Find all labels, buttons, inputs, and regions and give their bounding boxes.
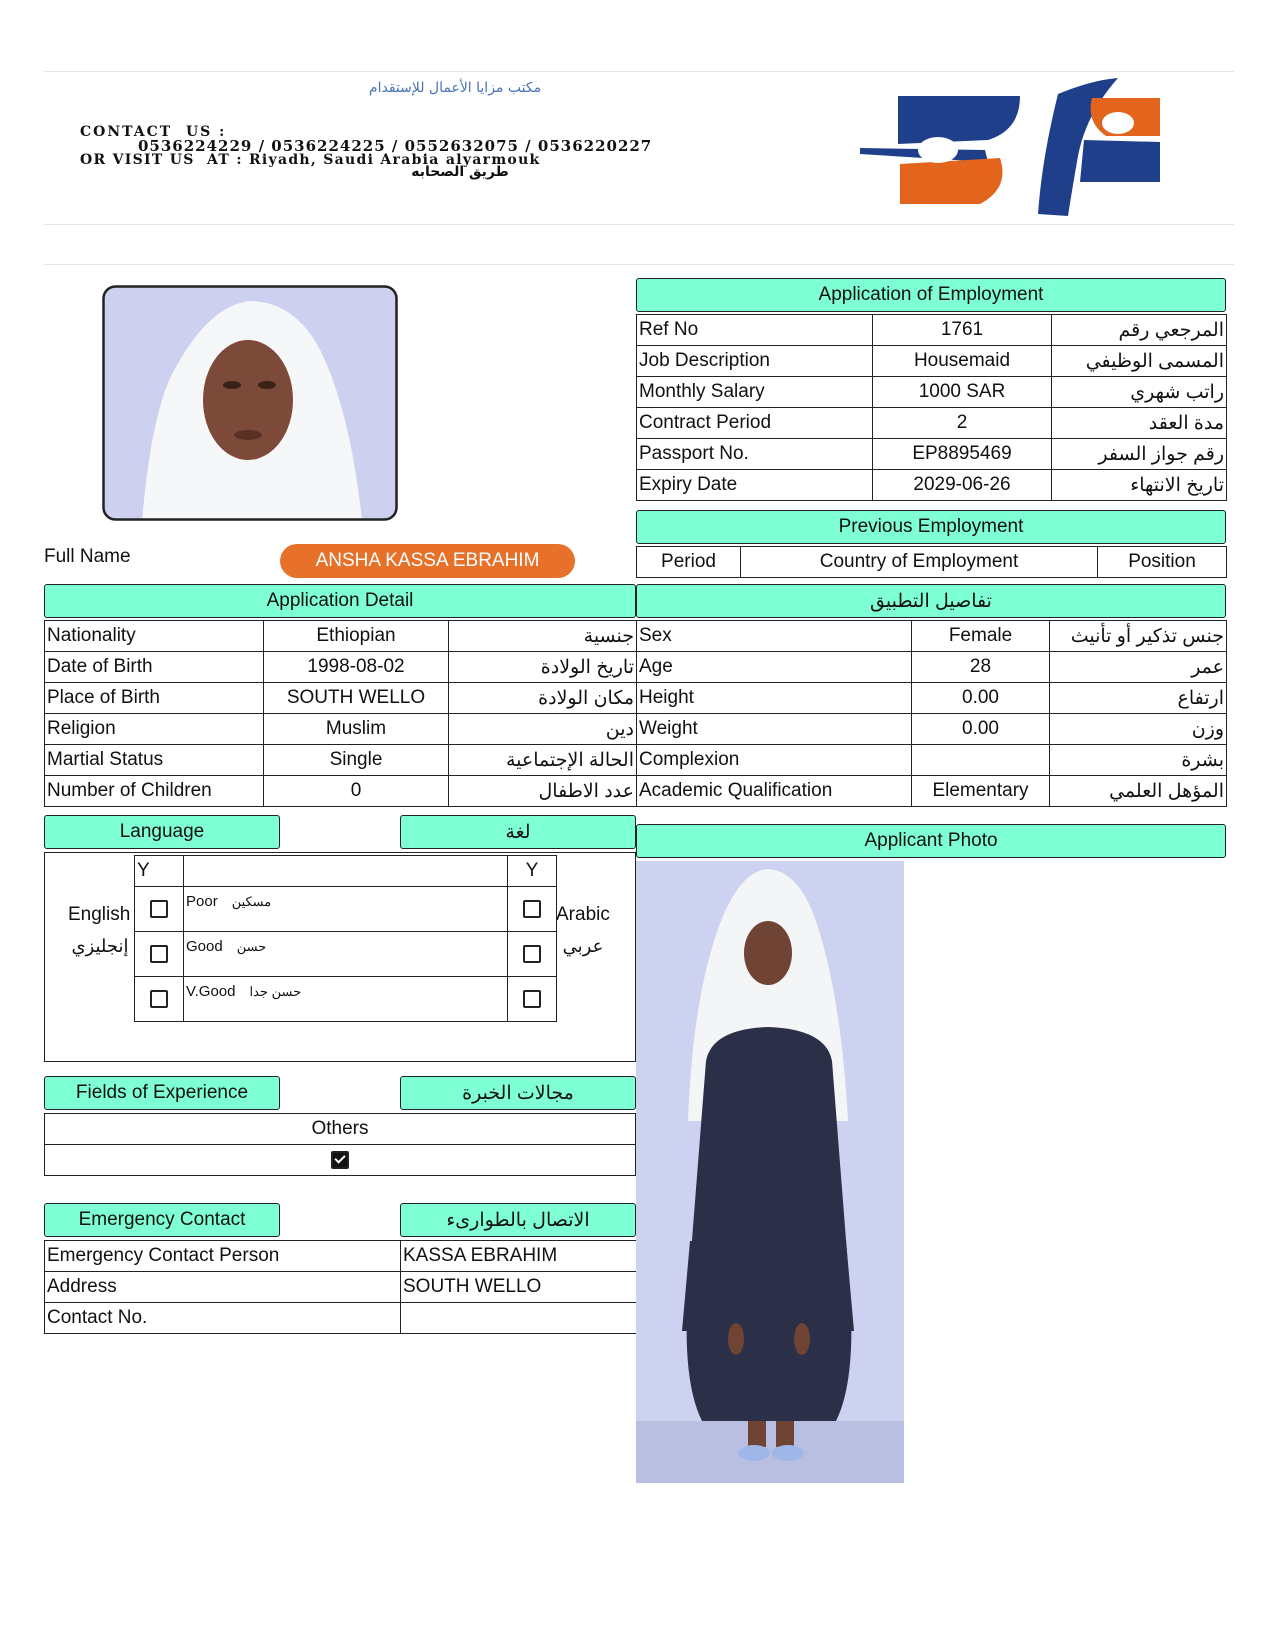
table-row bbox=[135, 977, 557, 1022]
detail-label: Martial Status bbox=[45, 745, 264, 776]
detail-label-ar: مكان الولادة bbox=[449, 683, 637, 714]
detail-label: Weight bbox=[637, 714, 912, 745]
arabic-vgood-cell bbox=[508, 977, 557, 1022]
previous-employment-table bbox=[636, 546, 1227, 578]
employment-title: Application of Employment bbox=[636, 278, 1226, 312]
detail-label-ar: عدد الاطفال bbox=[449, 776, 637, 807]
detail-label-ar: تاريخ الولادة bbox=[449, 652, 637, 683]
emergency-label: Contact No. bbox=[45, 1303, 401, 1334]
english-vgood-cell bbox=[135, 977, 184, 1022]
detail-label-ar: دين bbox=[449, 714, 637, 745]
employment-label: Ref No bbox=[637, 315, 873, 346]
column-header-position: Position bbox=[1098, 547, 1227, 578]
previous-employment-title: Previous Employment bbox=[636, 510, 1226, 544]
application-detail-ar-table bbox=[636, 620, 1227, 807]
employment-value: 1761 bbox=[873, 315, 1052, 346]
detail-label: Religion bbox=[45, 714, 264, 745]
english-label: English bbox=[68, 904, 131, 925]
emergency-value: KASSA EBRAHIM bbox=[401, 1241, 637, 1272]
detail-value: Ethiopian bbox=[264, 621, 449, 652]
employment-label: Contract Period bbox=[637, 408, 873, 439]
detail-value: 28 bbox=[912, 652, 1050, 683]
street-ar: طريق الصحابه bbox=[411, 164, 509, 180]
detail-label: Date of Birth bbox=[45, 652, 264, 683]
detail-label: Number of Children bbox=[45, 776, 264, 807]
table-row bbox=[637, 346, 1227, 377]
table-row bbox=[637, 776, 1227, 807]
employment-label: Job Description bbox=[637, 346, 873, 377]
office-name-ar: مكتب مزايا الأعمال للإستقدام bbox=[368, 80, 542, 96]
table-row bbox=[637, 683, 1227, 714]
employment-value: EP8895469 bbox=[873, 439, 1052, 470]
level-label: Good bbox=[186, 938, 223, 955]
english-good-checkbox[interactable] bbox=[150, 945, 168, 963]
table-row bbox=[637, 377, 1227, 408]
detail-value bbox=[912, 745, 1050, 776]
detail-value: Elementary bbox=[912, 776, 1050, 807]
emergency-title: Emergency Contact bbox=[44, 1203, 280, 1237]
experience-title-ar: مجالات الخبرة bbox=[400, 1076, 636, 1110]
employment-value: 2029-06-26 bbox=[873, 470, 1052, 501]
detail-value: 0.00 bbox=[912, 714, 1050, 745]
application-detail-title: Application Detail bbox=[44, 584, 636, 618]
language-title: Language bbox=[44, 815, 280, 849]
experience-table bbox=[44, 1113, 636, 1176]
experience-others-checkbox[interactable] bbox=[331, 1151, 349, 1169]
column-header-period: Period bbox=[637, 547, 741, 578]
employment-table bbox=[636, 314, 1227, 501]
table-row bbox=[637, 408, 1227, 439]
detail-label: Complexion bbox=[637, 745, 912, 776]
experience-field: Others bbox=[45, 1114, 636, 1145]
detail-label-ar: عمر bbox=[1050, 652, 1227, 683]
level-vgood bbox=[184, 977, 508, 1022]
level-label-ar: حسن bbox=[236, 939, 267, 954]
table-row bbox=[637, 470, 1227, 501]
employment-label: Expiry Date bbox=[637, 470, 873, 501]
detail-label: Nationality bbox=[45, 621, 264, 652]
visit-address: OR VISIT US AT : Riyadh, Saudi Arabia alyarmouk bbox=[80, 152, 541, 168]
company-logo bbox=[860, 78, 1220, 218]
detail-label: Sex bbox=[637, 621, 912, 652]
arabic-label: Arabic bbox=[556, 904, 610, 925]
table-row bbox=[45, 1272, 637, 1303]
table-row bbox=[637, 652, 1227, 683]
detail-label: Academic Qualification bbox=[637, 776, 912, 807]
detail-label-ar: المؤهل العلمي bbox=[1050, 776, 1227, 807]
level-label-ar: مسكين bbox=[231, 894, 272, 909]
english-vgood-checkbox[interactable] bbox=[150, 990, 168, 1008]
detail-label-ar: وزن bbox=[1050, 714, 1227, 745]
table-row bbox=[637, 315, 1227, 346]
detail-value: SOUTH WELLO bbox=[264, 683, 449, 714]
english-label-ar: إنجليزي bbox=[71, 936, 129, 956]
table-row bbox=[637, 745, 1227, 776]
emergency-value bbox=[401, 1303, 637, 1334]
detail-value: Female bbox=[912, 621, 1050, 652]
employment-value: Housemaid bbox=[873, 346, 1052, 377]
english-y-header: Y bbox=[135, 856, 184, 887]
table-row bbox=[637, 547, 1227, 578]
table-row bbox=[45, 745, 637, 776]
level-label: V.Good bbox=[186, 983, 236, 1000]
table-row bbox=[135, 932, 557, 977]
arabic-y-header: Y bbox=[508, 856, 557, 887]
detail-value: 1998-08-02 bbox=[264, 652, 449, 683]
table-row bbox=[45, 652, 637, 683]
detail-value: Muslim bbox=[264, 714, 449, 745]
experience-check-cell bbox=[45, 1145, 636, 1176]
arabic-good-cell bbox=[508, 932, 557, 977]
table-row bbox=[45, 1303, 637, 1334]
detail-label-ar: ارتفاع bbox=[1050, 683, 1227, 714]
detail-label: Height bbox=[637, 683, 912, 714]
english-good-cell bbox=[135, 932, 184, 977]
employment-label-ar: المرجعي رقم bbox=[1052, 315, 1227, 346]
employment-label: Passport No. bbox=[637, 439, 873, 470]
contact-label: CONTACT US : bbox=[80, 124, 227, 140]
applicant-full-photo bbox=[636, 861, 904, 1483]
english-poor-cell bbox=[135, 887, 184, 932]
full-name-label: Full Name bbox=[44, 546, 131, 567]
detail-label: Age bbox=[637, 652, 912, 683]
language-grid bbox=[134, 855, 557, 1022]
level-header bbox=[184, 856, 508, 887]
table-row bbox=[637, 714, 1227, 745]
table-row bbox=[135, 887, 557, 932]
full-name-pill: ANSHA KASSA EBRAHIM bbox=[280, 544, 575, 578]
level-poor bbox=[184, 887, 508, 932]
employment-value: 2 bbox=[873, 408, 1052, 439]
column-header-country: Country of Employment bbox=[741, 547, 1098, 578]
table-row bbox=[637, 439, 1227, 470]
emergency-title-ar: الاتصال بالطوارىء bbox=[400, 1203, 636, 1237]
detail-value: Single bbox=[264, 745, 449, 776]
table-row bbox=[45, 621, 637, 652]
application-detail-ar-title: تفاصيل التطبيق bbox=[636, 584, 1226, 618]
emergency-label: Address bbox=[45, 1272, 401, 1303]
employment-label-ar: مدة العقد bbox=[1052, 408, 1227, 439]
english-poor-checkbox[interactable] bbox=[150, 900, 168, 918]
contact-phones: 0536224229 / 0536224225 / 0552632075 / 0536220227 bbox=[138, 137, 653, 155]
table-row bbox=[45, 683, 637, 714]
portrait-photo bbox=[102, 285, 398, 521]
emergency-table bbox=[44, 1240, 637, 1334]
employment-value: 1000 SAR bbox=[873, 377, 1052, 408]
level-label: Poor bbox=[186, 893, 218, 910]
table-row bbox=[45, 1114, 636, 1145]
arabic-vgood-checkbox[interactable] bbox=[523, 990, 541, 1008]
employment-label-ar: رقم جواز السفر bbox=[1052, 439, 1227, 470]
table-row bbox=[45, 714, 637, 745]
table-row bbox=[45, 776, 637, 807]
level-good bbox=[184, 932, 508, 977]
employment-label-ar: المسمى الوظيفي bbox=[1052, 346, 1227, 377]
table-row bbox=[637, 621, 1227, 652]
detail-label-ar: جنسية bbox=[449, 621, 637, 652]
employment-label-ar: راتب شهري bbox=[1052, 377, 1227, 408]
arabic-label-ar: عربي bbox=[562, 936, 604, 956]
table-row bbox=[135, 856, 557, 887]
employment-label: Monthly Salary bbox=[637, 377, 873, 408]
arabic-good-checkbox[interactable] bbox=[523, 945, 541, 963]
detail-label-ar: جنس تذكير أو تأنيث bbox=[1050, 621, 1227, 652]
detail-label-ar: الحالة الإجتماعية bbox=[449, 745, 637, 776]
detail-value: 0.00 bbox=[912, 683, 1050, 714]
detail-label: Place of Birth bbox=[45, 683, 264, 714]
language-title-ar: لغة bbox=[400, 815, 636, 849]
table-row bbox=[45, 1145, 636, 1176]
arabic-poor-checkbox[interactable] bbox=[523, 900, 541, 918]
emergency-value: SOUTH WELLO bbox=[401, 1272, 637, 1303]
detail-value: 0 bbox=[264, 776, 449, 807]
arabic-poor-cell bbox=[508, 887, 557, 932]
employment-label-ar: تاريخ الانتهاء bbox=[1052, 470, 1227, 501]
detail-label-ar: بشرة bbox=[1050, 745, 1227, 776]
table-row bbox=[45, 1241, 637, 1272]
level-label-ar: حسن جدا bbox=[249, 984, 302, 999]
application-detail-table bbox=[44, 620, 637, 807]
emergency-label: Emergency Contact Person bbox=[45, 1241, 401, 1272]
applicant-photo-title: Applicant Photo bbox=[636, 824, 1226, 858]
experience-title: Fields of Experience bbox=[44, 1076, 280, 1110]
